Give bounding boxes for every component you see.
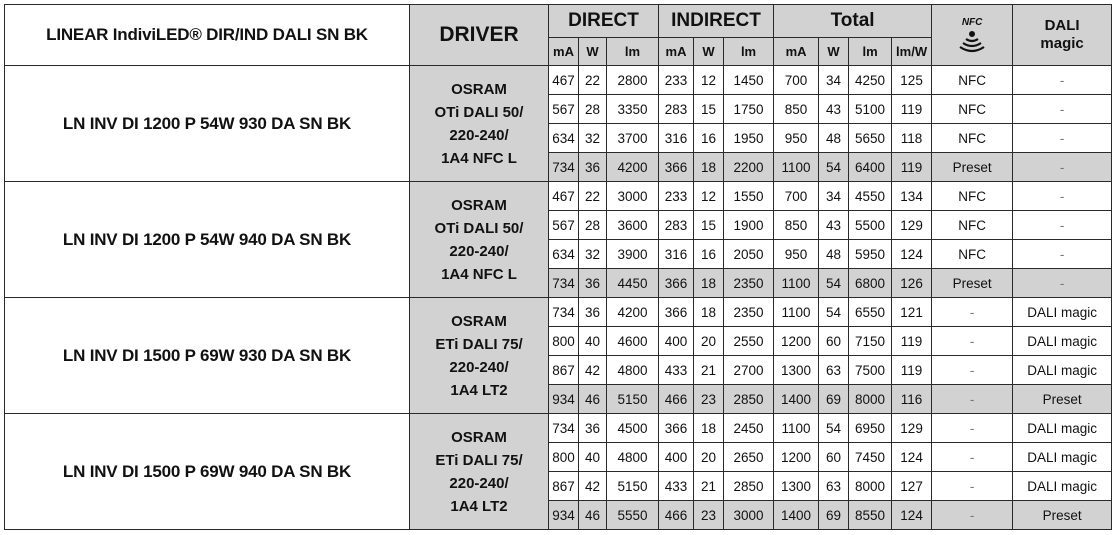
total-lm-cell: 7150 — [849, 327, 892, 356]
direct-ma-cell: 634 — [549, 124, 579, 153]
indirect-w-cell: 18 — [694, 414, 724, 443]
total-w-cell: 34 — [819, 182, 849, 211]
luminaire-spec-table — [4, 4, 1112, 530]
driver-line: 220-240/ — [449, 474, 509, 492]
total-lmw-cell: 127 — [892, 472, 932, 501]
total-lm-cell: 6400 — [849, 153, 892, 182]
direct-w-header: W — [579, 38, 607, 66]
driver-line: 220-240/ — [449, 242, 509, 260]
direct-w-cell: 28 — [579, 95, 607, 124]
total-lmw-cell: 119 — [892, 356, 932, 385]
total-lmw-cell: 129 — [892, 211, 932, 240]
nfc-cell: - — [932, 385, 1013, 414]
total-lm-cell: 8000 — [849, 472, 892, 501]
indirect-w-cell: 21 — [694, 472, 724, 501]
product-name: LN INV DI 1200 P 54W 940 DA SN BK — [5, 182, 410, 298]
total-ma-cell: 850 — [774, 211, 819, 240]
total-w-cell: 63 — [819, 356, 849, 385]
driver-line: OTi DALI 50/ — [434, 219, 524, 237]
direct-ma-cell: 800 — [549, 327, 579, 356]
nfc-cell: NFC — [932, 95, 1013, 124]
nfc-cell: - — [932, 501, 1013, 530]
indirect-ma-cell: 233 — [659, 66, 694, 95]
total-w-cell: 54 — [819, 414, 849, 443]
indirect-w-cell: 20 — [694, 443, 724, 472]
nfc-cell: NFC — [932, 211, 1013, 240]
direct-ma-cell: 467 — [549, 66, 579, 95]
driver-line: OSRAM — [451, 312, 507, 330]
direct-lm-cell: 3700 — [607, 124, 659, 153]
indirect-ma-cell: 366 — [659, 153, 694, 182]
total-ma-cell: 850 — [774, 95, 819, 124]
direct-ma-cell: 567 — [549, 211, 579, 240]
product-name: LN INV DI 1500 P 69W 930 DA SN BK — [5, 298, 410, 414]
total-w-header: W — [819, 38, 849, 66]
direct-ma-cell: 467 — [549, 182, 579, 211]
spec-table-body — [5, 66, 1112, 530]
indirect-lm-cell: 2450 — [724, 414, 774, 443]
driver-name — [410, 298, 549, 414]
direct-lm-cell: 2800 — [607, 66, 659, 95]
total-w-cell: 63 — [819, 472, 849, 501]
total-lmw-cell: 126 — [892, 269, 932, 298]
indirect-lm-cell: 1450 — [724, 66, 774, 95]
indirect-lm-cell: 1900 — [724, 211, 774, 240]
dali-magic-cell: DALI magic — [1013, 327, 1112, 356]
direct-lm-cell: 5550 — [607, 501, 659, 530]
dali-magic-cell: - — [1013, 124, 1112, 153]
total-lmw-cell: 119 — [892, 153, 932, 182]
direct-ma-cell: 867 — [549, 356, 579, 385]
indirect-ma-cell: 466 — [659, 385, 694, 414]
total-lm-cell: 8550 — [849, 501, 892, 530]
table-row — [5, 298, 1112, 327]
dali-magic-cell: Preset — [1013, 501, 1112, 530]
driver-line: 1A4 NFC L — [441, 265, 517, 283]
total-w-cell: 54 — [819, 153, 849, 182]
driver-line: 220-240/ — [449, 358, 509, 376]
dali-magic-cell: DALI magic — [1013, 443, 1112, 472]
dali-header-line1: DALI — [1044, 17, 1080, 34]
indirect-w-cell: 21 — [694, 356, 724, 385]
direct-lm-cell: 4600 — [607, 327, 659, 356]
direct-w-cell: 28 — [579, 211, 607, 240]
indirect-lm-cell: 2050 — [724, 240, 774, 269]
indirect-lm-cell: 1750 — [724, 95, 774, 124]
driver-line: ETi DALI 75/ — [435, 451, 523, 469]
indirect-ma-cell: 366 — [659, 414, 694, 443]
indirect-lm-cell: 3000 — [724, 501, 774, 530]
direct-lm-cell: 5150 — [607, 385, 659, 414]
total-lmw-cell: 125 — [892, 66, 932, 95]
total-lmw-cell: 129 — [892, 414, 932, 443]
total-w-cell: 48 — [819, 240, 849, 269]
total-lmw-cell: 118 — [892, 124, 932, 153]
total-ma-cell: 1400 — [774, 385, 819, 414]
direct-w-cell: 46 — [579, 501, 607, 530]
direct-lm-cell: 4800 — [607, 443, 659, 472]
direct-w-cell: 36 — [579, 414, 607, 443]
table-row — [5, 66, 1112, 95]
indirect-ma-cell: 283 — [659, 211, 694, 240]
total-ma-cell: 1300 — [774, 472, 819, 501]
total-lmw-cell: 124 — [892, 443, 932, 472]
nfc-cell: NFC — [932, 182, 1013, 211]
total-lm-cell: 7450 — [849, 443, 892, 472]
indirect-w-cell: 18 — [694, 153, 724, 182]
indirect-w-cell: 12 — [694, 182, 724, 211]
total-lmw-header: lm/W — [892, 38, 932, 66]
driver-line: 1A4 LT2 — [450, 381, 508, 399]
table-row — [5, 182, 1112, 211]
nfc-cell: Preset — [932, 153, 1013, 182]
dali-magic-cell: - — [1013, 182, 1112, 211]
total-w-cell: 34 — [819, 66, 849, 95]
direct-w-cell: 36 — [579, 153, 607, 182]
total-lm-cell: 6800 — [849, 269, 892, 298]
indirect-ma-cell: 433 — [659, 472, 694, 501]
nfc-logo-text: NFC — [961, 16, 983, 28]
direct-lm-cell: 4800 — [607, 356, 659, 385]
nfc-cell: NFC — [932, 240, 1013, 269]
direct-ma-cell: 734 — [549, 153, 579, 182]
total-lm-cell: 4550 — [849, 182, 892, 211]
total-lm-cell: 5100 — [849, 95, 892, 124]
direct-lm-cell: 5150 — [607, 472, 659, 501]
nfc-cell: - — [932, 327, 1013, 356]
dali-header-line2: magic — [1040, 35, 1084, 52]
total-w-cell: 54 — [819, 269, 849, 298]
indirect-ma-cell: 400 — [659, 443, 694, 472]
total-w-cell: 54 — [819, 298, 849, 327]
dali-magic-cell: DALI magic — [1013, 356, 1112, 385]
direct-w-cell: 32 — [579, 240, 607, 269]
indirect-w-cell: 15 — [694, 95, 724, 124]
total-w-cell: 69 — [819, 501, 849, 530]
total-lm-cell: 7500 — [849, 356, 892, 385]
total-ma-cell: 1200 — [774, 327, 819, 356]
indirect-lm-cell: 2350 — [724, 269, 774, 298]
direct-ma-cell: 934 — [549, 385, 579, 414]
total-lmw-cell: 124 — [892, 501, 932, 530]
total-lmw-cell: 124 — [892, 240, 932, 269]
indirect-w-cell: 12 — [694, 66, 724, 95]
direct-lm-cell: 4200 — [607, 298, 659, 327]
nfc-waves-icon — [957, 28, 987, 54]
indirect-w-header: W — [694, 38, 724, 66]
nfc-cell: - — [932, 414, 1013, 443]
total-lmw-cell: 116 — [892, 385, 932, 414]
direct-ma-cell: 867 — [549, 472, 579, 501]
indirect-lm-cell: 2850 — [724, 385, 774, 414]
indirect-ma-cell: 400 — [659, 327, 694, 356]
dali-magic-cell: - — [1013, 240, 1112, 269]
total-lmw-cell: 119 — [892, 95, 932, 124]
direct-lm-cell: 3900 — [607, 240, 659, 269]
indirect-lm-cell: 2700 — [724, 356, 774, 385]
indirect-lm-cell: 2650 — [724, 443, 774, 472]
nfc-cell: - — [932, 298, 1013, 327]
indirect-ma-cell: 233 — [659, 182, 694, 211]
nfc-cell: - — [932, 472, 1013, 501]
direct-ma-cell: 800 — [549, 443, 579, 472]
indirect-w-cell: 23 — [694, 385, 724, 414]
table-title: LINEAR IndiviLED® DIR/IND DALI SN BK — [5, 5, 410, 66]
indirect-lm-cell: 2350 — [724, 298, 774, 327]
driver-line: OSRAM — [451, 196, 507, 214]
indirect-ma-cell: 283 — [659, 95, 694, 124]
total-ma-cell: 1100 — [774, 153, 819, 182]
indirect-ma-header: mA — [659, 38, 694, 66]
indirect-lm-cell: 2200 — [724, 153, 774, 182]
dali-magic-cell: - — [1013, 153, 1112, 182]
nfc-cell: Preset — [932, 269, 1013, 298]
total-lmw-cell: 119 — [892, 327, 932, 356]
indirect-w-cell: 18 — [694, 269, 724, 298]
nfc-cell: NFC — [932, 124, 1013, 153]
indirect-w-cell: 23 — [694, 501, 724, 530]
driver-line: 220-240/ — [449, 126, 509, 144]
dali-magic-header — [1013, 5, 1112, 66]
indirect-ma-cell: 366 — [659, 298, 694, 327]
driver-header: DRIVER — [410, 5, 549, 66]
direct-lm-cell: 3000 — [607, 182, 659, 211]
total-w-cell: 43 — [819, 95, 849, 124]
total-w-cell: 43 — [819, 211, 849, 240]
direct-lm-cell: 4450 — [607, 269, 659, 298]
table-row — [5, 414, 1112, 443]
direct-ma-cell: 734 — [549, 298, 579, 327]
driver-line: OSRAM — [451, 428, 507, 446]
total-ma-cell: 950 — [774, 240, 819, 269]
total-w-cell: 60 — [819, 443, 849, 472]
nfc-cell: NFC — [932, 66, 1013, 95]
indirect-ma-cell: 433 — [659, 356, 694, 385]
total-ma-cell: 700 — [774, 66, 819, 95]
driver-name — [410, 66, 549, 182]
direct-ma-cell: 734 — [549, 269, 579, 298]
indirect-lm-header: lm — [724, 38, 774, 66]
indirect-w-cell: 20 — [694, 327, 724, 356]
indirect-lm-cell: 1950 — [724, 124, 774, 153]
driver-line: ETi DALI 75/ — [435, 335, 523, 353]
dali-magic-cell: - — [1013, 211, 1112, 240]
direct-ma-cell: 634 — [549, 240, 579, 269]
indirect-ma-cell: 366 — [659, 269, 694, 298]
direct-w-cell: 22 — [579, 66, 607, 95]
direct-w-cell: 36 — [579, 298, 607, 327]
total-w-cell: 60 — [819, 327, 849, 356]
total-header: Total — [774, 5, 932, 38]
dali-magic-cell: - — [1013, 95, 1112, 124]
total-ma-cell: 700 — [774, 182, 819, 211]
dali-magic-cell: - — [1013, 269, 1112, 298]
total-ma-cell: 1100 — [774, 298, 819, 327]
driver-line: OTi DALI 50/ — [434, 103, 524, 121]
driver-line: OSRAM — [451, 80, 507, 98]
dali-magic-cell: DALI magic — [1013, 298, 1112, 327]
direct-ma-cell: 567 — [549, 95, 579, 124]
driver-line: 1A4 LT2 — [450, 497, 508, 515]
total-lmw-cell: 121 — [892, 298, 932, 327]
indirect-w-cell: 16 — [694, 240, 724, 269]
direct-w-cell: 42 — [579, 472, 607, 501]
product-name: LN INV DI 1200 P 54W 930 DA SN BK — [5, 66, 410, 182]
direct-w-cell: 40 — [579, 443, 607, 472]
total-w-cell: 69 — [819, 385, 849, 414]
driver-line: 1A4 NFC L — [441, 149, 517, 167]
indirect-ma-cell: 316 — [659, 240, 694, 269]
nfc-header — [932, 5, 1013, 66]
driver-name — [410, 414, 549, 530]
indirect-w-cell: 16 — [694, 124, 724, 153]
product-name: LN INV DI 1500 P 69W 940 DA SN BK — [5, 414, 410, 530]
direct-lm-cell: 4200 — [607, 153, 659, 182]
nfc-cell: - — [932, 356, 1013, 385]
total-lmw-cell: 134 — [892, 182, 932, 211]
direct-w-cell: 32 — [579, 124, 607, 153]
total-ma-cell: 950 — [774, 124, 819, 153]
direct-header: DIRECT — [549, 5, 659, 38]
total-ma-cell: 1200 — [774, 443, 819, 472]
direct-ma-cell: 934 — [549, 501, 579, 530]
direct-lm-header: lm — [607, 38, 659, 66]
indirect-lm-cell: 1550 — [724, 182, 774, 211]
direct-w-cell: 42 — [579, 356, 607, 385]
total-lm-cell: 5500 — [849, 211, 892, 240]
direct-lm-cell: 3350 — [607, 95, 659, 124]
indirect-ma-cell: 316 — [659, 124, 694, 153]
indirect-w-cell: 15 — [694, 211, 724, 240]
direct-w-cell: 36 — [579, 269, 607, 298]
total-ma-cell: 1300 — [774, 356, 819, 385]
dali-magic-cell: Preset — [1013, 385, 1112, 414]
direct-ma-cell: 734 — [549, 414, 579, 443]
total-lm-cell: 4250 — [849, 66, 892, 95]
total-ma-cell: 1100 — [774, 414, 819, 443]
direct-w-cell: 46 — [579, 385, 607, 414]
driver-name — [410, 182, 549, 298]
total-lm-cell: 6550 — [849, 298, 892, 327]
total-ma-cell: 1100 — [774, 269, 819, 298]
total-ma-cell: 1400 — [774, 501, 819, 530]
nfc-cell: - — [932, 443, 1013, 472]
total-w-cell: 48 — [819, 124, 849, 153]
indirect-lm-cell: 2850 — [724, 472, 774, 501]
dali-magic-cell: DALI magic — [1013, 472, 1112, 501]
total-lm-cell: 5950 — [849, 240, 892, 269]
total-lm-cell: 8000 — [849, 385, 892, 414]
dali-magic-cell: - — [1013, 66, 1112, 95]
total-lm-cell: 6950 — [849, 414, 892, 443]
dali-magic-cell: DALI magic — [1013, 414, 1112, 443]
indirect-lm-cell: 2550 — [724, 327, 774, 356]
direct-lm-cell: 4500 — [607, 414, 659, 443]
indirect-w-cell: 18 — [694, 298, 724, 327]
total-ma-header: mA — [774, 38, 819, 66]
direct-ma-header: mA — [549, 38, 579, 66]
indirect-header: INDIRECT — [659, 5, 774, 38]
indirect-ma-cell: 466 — [659, 501, 694, 530]
total-lm-cell: 5650 — [849, 124, 892, 153]
direct-w-cell: 40 — [579, 327, 607, 356]
total-lm-header: lm — [849, 38, 892, 66]
direct-w-cell: 22 — [579, 182, 607, 211]
direct-lm-cell: 3600 — [607, 211, 659, 240]
